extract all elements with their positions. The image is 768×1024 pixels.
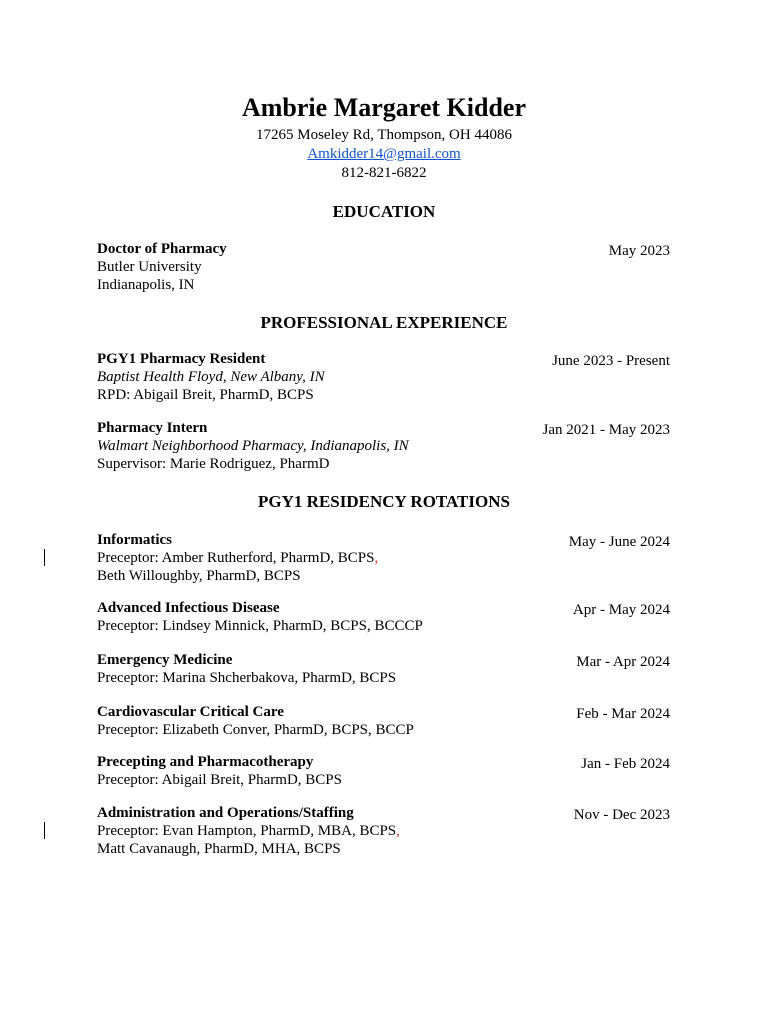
- entry-date: Mar - Apr 2024: [576, 654, 670, 670]
- email-link[interactable]: Amkidder14@gmail.com: [307, 146, 461, 162]
- entry-title: Informatics: [97, 532, 172, 548]
- resume-header: [0, 92, 768, 183]
- entry-title: Emergency Medicine: [97, 652, 233, 668]
- tracked-change-mark: ,: [396, 823, 400, 839]
- employer: Baptist Health Floyd, New Albany, IN: [97, 369, 325, 385]
- rotations-heading: PGY1 RESIDENCY ROTATIONS: [258, 492, 510, 511]
- rotation-entry: [97, 531, 670, 585]
- school-name: Butler University: [97, 259, 202, 275]
- email-line: [0, 145, 768, 164]
- phone: 812-821-6822: [341, 165, 427, 181]
- supervisor: RPD: Abigail Breit, PharmD, BCPS: [97, 387, 314, 403]
- entry-date: Jan 2021 - May 2023: [542, 422, 670, 438]
- experience-heading: PROFESSIONAL EXPERIENCE: [260, 313, 508, 332]
- tracked-change-mark: ,: [374, 550, 379, 566]
- entry-date: Nov - Dec 2023: [573, 807, 670, 823]
- preceptor-text: Preceptor: Amber Rutherford, PharmD, BCPS: [97, 550, 375, 566]
- entry-title: Advanced Infectious Disease: [97, 600, 280, 616]
- entry-date: June 2023 - Present: [552, 353, 670, 369]
- preceptor-text: Preceptor: Evan Hampton, PharmD, MBA, BCPS: [97, 823, 397, 839]
- entry-date: May - June 2024: [568, 534, 670, 550]
- entry-date: Feb - Mar 2024: [576, 706, 670, 722]
- preceptor-continued: Beth Willoughby, PharmD, BCPS: [97, 568, 301, 584]
- entry-title: PGY1 Pharmacy Resident: [97, 351, 266, 367]
- change-bar: [44, 822, 45, 839]
- entry-date: May 2023: [608, 243, 670, 259]
- rotation-entry: [97, 651, 670, 687]
- rotation-entry: [97, 599, 670, 635]
- preceptor: [97, 822, 670, 840]
- entry-title: Administration and Operations/Staffing: [97, 805, 354, 821]
- experience-entry: [97, 350, 670, 404]
- school-location: Indianapolis, IN: [97, 277, 195, 293]
- preceptor-continued: Matt Cavanaugh, PharmD, MHA, BCPS: [97, 841, 341, 857]
- entry-title: Pharmacy Intern: [97, 420, 208, 436]
- rotation-entry: [97, 753, 670, 789]
- candidate-name: Ambrie Margaret Kidder: [242, 93, 526, 122]
- entry-title: Cardiovascular Critical Care: [97, 704, 284, 720]
- entry-date: Apr - May 2024: [572, 602, 670, 618]
- rotation-entry: [97, 703, 670, 739]
- entry-title: Precepting and Pharmacotherapy: [97, 754, 314, 770]
- preceptor: Preceptor: Lindsey Minnick, PharmD, BCPS, BCCCP: [97, 618, 423, 634]
- preceptor: Preceptor: Elizabeth Conver, PharmD, BCPS, BCCP: [97, 722, 414, 738]
- experience-entry: [97, 419, 670, 473]
- entry-title: Doctor of Pharmacy: [97, 241, 227, 257]
- entry-date: Jan - Feb 2024: [581, 756, 670, 772]
- education-entry: [97, 240, 670, 294]
- preceptor: Preceptor: Abigail Breit, PharmD, BCPS: [97, 772, 342, 788]
- supervisor: Supervisor: Marie Rodriguez, PharmD: [97, 456, 330, 472]
- employer: Walmart Neighborhood Pharmacy, Indianapolis, IN: [97, 438, 409, 454]
- preceptor: [97, 549, 670, 567]
- rotation-entry: [97, 804, 670, 858]
- preceptor: Preceptor: Marina Shcherbakova, PharmD, BCPS: [97, 670, 397, 686]
- address: 17265 Moseley Rd, Thompson, OH 44086: [256, 127, 512, 143]
- change-bar: [44, 549, 45, 566]
- education-heading: EDUCATION: [332, 202, 436, 221]
